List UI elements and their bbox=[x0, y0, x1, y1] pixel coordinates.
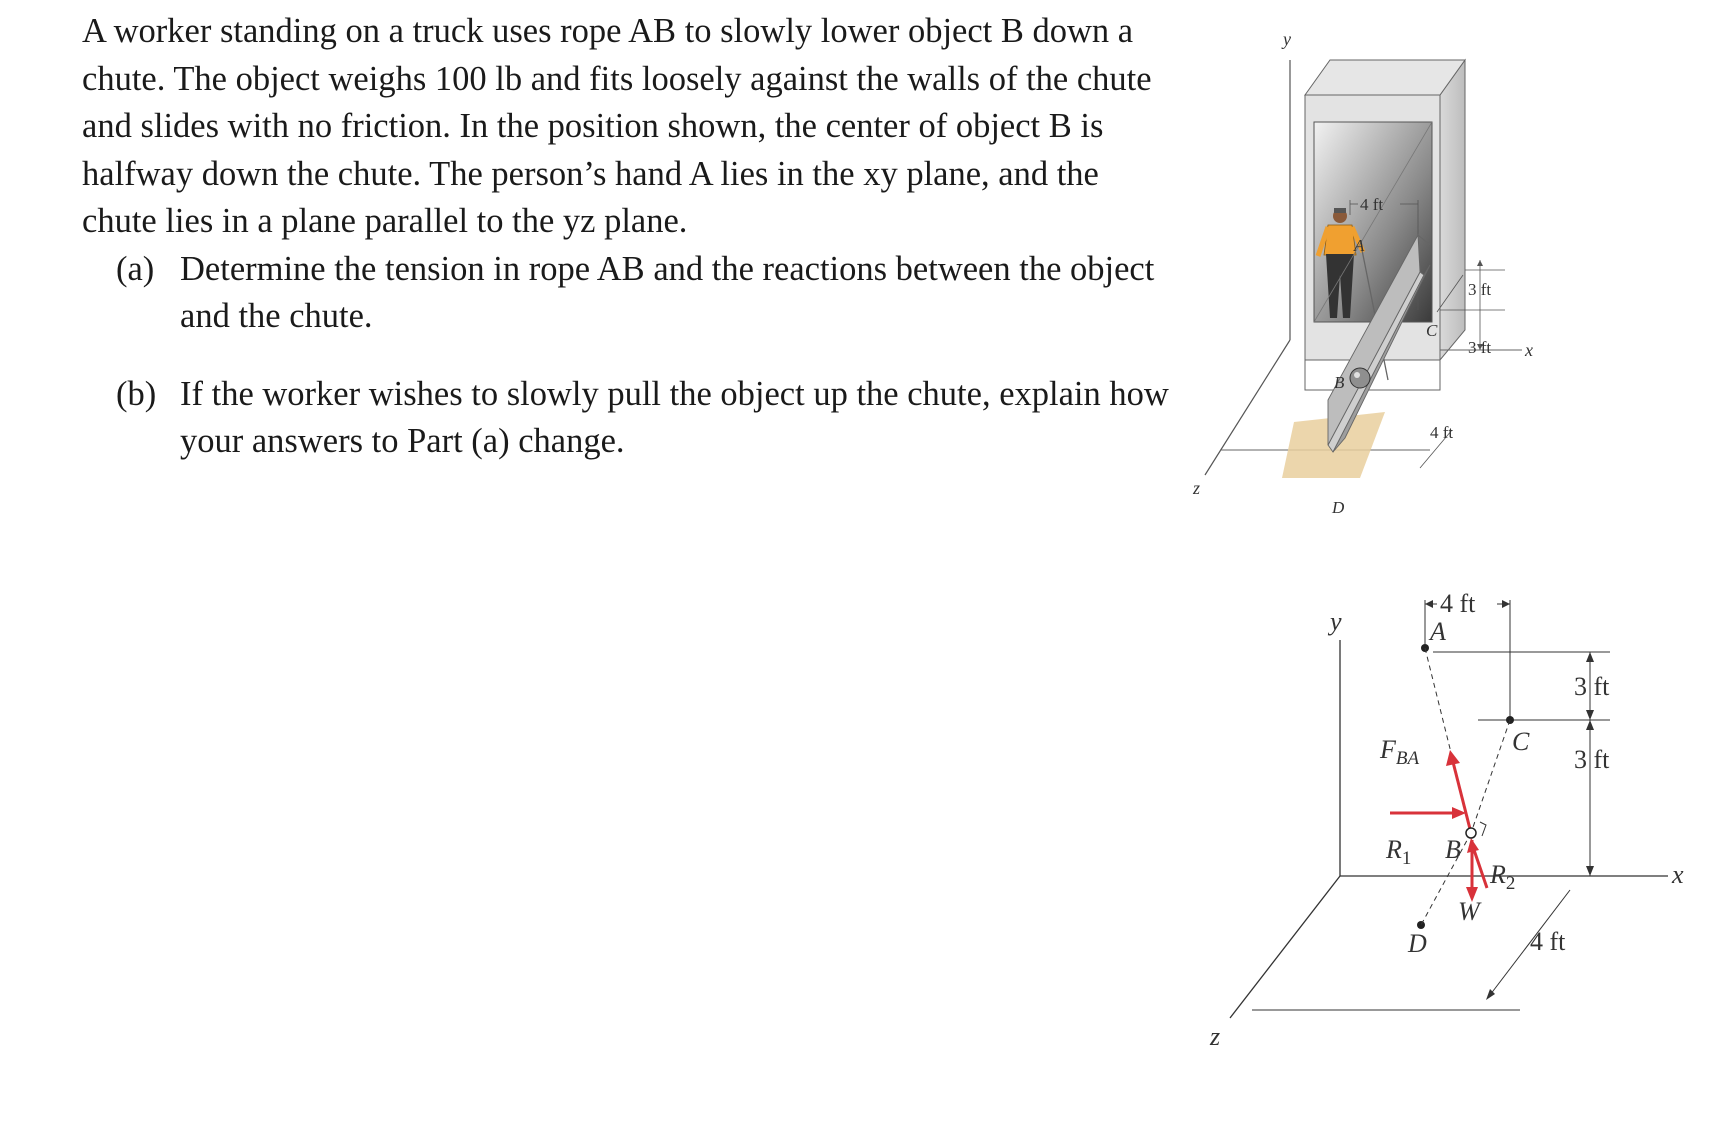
problem-intro-line-3: and slides with no friction. In the position shown, the center of object B is bbox=[82, 107, 1104, 145]
fbd-dim-depth: 4 ft bbox=[1530, 927, 1566, 956]
top-axis-x-label: x bbox=[1525, 340, 1533, 360]
fbd-axis-z-label: z bbox=[1210, 1022, 1221, 1051]
part-a-line-2: and the chute. bbox=[180, 297, 373, 335]
problem-intro-line-5: chute lies in a plane parallel to the yz plane. bbox=[82, 202, 688, 240]
problem-intro-line-2: chute. The object weighs 100 lb and fits loosely against the walls of the chute bbox=[82, 59, 1152, 98]
fbd-label-fba: $F_{BA}$ bbox=[1380, 735, 1420, 769]
top-label-b: B bbox=[1334, 373, 1345, 392]
part-a bbox=[82, 246, 1282, 341]
object-b bbox=[1350, 368, 1370, 388]
truck-chute-illustration bbox=[1193, 20, 1690, 540]
fbd-dim-upper: 3 ft bbox=[1574, 672, 1610, 701]
part-b bbox=[82, 371, 1282, 466]
fbd-axis-y-label: y bbox=[1330, 607, 1342, 636]
fbd-dim-lower: 3 ft bbox=[1574, 745, 1610, 774]
part-b-line-1: If the worker wishes to slowly pull the object up the chute, explain how bbox=[180, 374, 1169, 413]
top-axis-z-label: z bbox=[1193, 478, 1201, 498]
problem-intro-line-1: A worker standing on a truck uses rope AB to slowly lower object B down a bbox=[82, 12, 1134, 50]
top-dim-depth: 4 ft bbox=[1430, 423, 1454, 442]
top-label-d: D bbox=[1332, 498, 1345, 517]
fbd-axis-z-line bbox=[1230, 876, 1340, 1018]
truck-top bbox=[1305, 60, 1465, 95]
fbd-label-b: B bbox=[1445, 835, 1461, 864]
fbd-label-c: C bbox=[1512, 727, 1530, 756]
part-a-label: (a) bbox=[116, 249, 155, 288]
top-dim-lower: 3 ft bbox=[1468, 338, 1492, 357]
fbd-label-w: W bbox=[1458, 897, 1480, 926]
part-a-line-1: Determine the tension in rope AB and the reactions between the object bbox=[180, 249, 1155, 288]
force-r2-arrow bbox=[1473, 847, 1487, 888]
problem-statement bbox=[82, 8, 1282, 466]
part-b-line-2: your answers to Part (a) change. bbox=[180, 422, 625, 460]
problem-intro-line-4: halfway down the chute. The person’s hand A lies in the xy plane, and the bbox=[82, 154, 1099, 193]
top-label-a: A bbox=[1354, 236, 1365, 255]
fbd-label-r2: $R_2$ bbox=[1490, 860, 1516, 894]
part-b-label: (b) bbox=[116, 374, 157, 413]
truck-side-wall bbox=[1440, 60, 1465, 360]
top-dim-upper: 3 ft bbox=[1468, 280, 1492, 299]
fbd-dim-width: 4 ft bbox=[1440, 589, 1476, 618]
free-body-diagram bbox=[1190, 589, 1710, 1080]
fbd-axis-x-label: x bbox=[1672, 860, 1684, 889]
fbd-point-b bbox=[1466, 828, 1476, 838]
top-label-c: C bbox=[1426, 321, 1438, 340]
top-axis-y-label: y bbox=[1283, 29, 1291, 49]
fbd-label-r1: $R_1$ bbox=[1386, 835, 1412, 869]
top-dim-width: 4 ft bbox=[1360, 195, 1384, 214]
force-fba-arrow bbox=[1453, 762, 1471, 833]
fbd-label-d: D bbox=[1408, 929, 1427, 958]
fbd-label-a: A bbox=[1430, 617, 1446, 646]
